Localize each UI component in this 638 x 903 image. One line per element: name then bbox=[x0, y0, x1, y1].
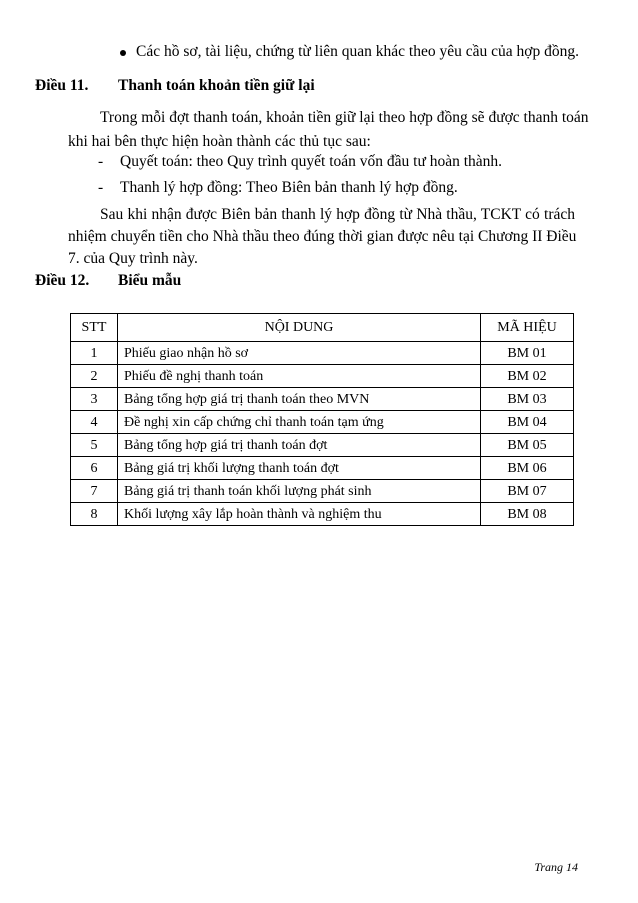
table-row bbox=[71, 388, 574, 411]
row-content: Phiếu giao nhận hồ sơ bbox=[118, 342, 481, 365]
article-11-intro-line-1: Trong mỗi đợt thanh toán, khoản tiền giữ lại theo hợp đồng sẽ được thanh toán bbox=[100, 109, 589, 126]
row-stt: 3 bbox=[71, 388, 118, 411]
header-content: NỘI DUNG bbox=[118, 314, 481, 342]
dash-item-liquidation: Thanh lý hợp đồng: Theo Biên bản thanh lý hợp đồng. bbox=[120, 179, 458, 196]
header-code: MÃ HIỆU bbox=[481, 314, 574, 342]
header-stt: STT bbox=[71, 314, 118, 342]
table-row bbox=[71, 457, 574, 480]
dash-item-settlement: Quyết toán: theo Quy trình quyết toán vốn đầu tư hoàn thành. bbox=[120, 153, 503, 170]
row-code: BM 05 bbox=[481, 434, 574, 457]
article-11-intro-line-2: khi hai bên thực hiện hoàn thành các thủ tục sau: bbox=[68, 133, 371, 150]
table-row bbox=[71, 365, 574, 388]
row-code: BM 07 bbox=[481, 480, 574, 503]
row-code: BM 06 bbox=[481, 457, 574, 480]
table-header-row bbox=[71, 314, 574, 342]
dash-icon: - bbox=[98, 179, 104, 196]
article-11-para-line-3: 7. của Quy trình này. bbox=[68, 250, 198, 267]
article-11-para-line-2: nhiệm chuyển tiền cho Nhà thầu theo đúng thời gian được nêu tại Chương II Điều bbox=[68, 228, 577, 245]
table-row bbox=[71, 503, 574, 526]
article-12-number: Điều 12. bbox=[35, 272, 90, 289]
row-code: BM 01 bbox=[481, 342, 574, 365]
row-code: BM 02 bbox=[481, 365, 574, 388]
row-content: Bảng giá trị khối lượng thanh toán đợt bbox=[118, 457, 481, 480]
row-content: Đề nghị xin cấp chứng chỉ thanh toán tạm ứng bbox=[118, 411, 481, 434]
article-11-title: Thanh toán khoản tiền giữ lại bbox=[118, 77, 315, 94]
table-row bbox=[71, 411, 574, 434]
table-row bbox=[71, 480, 574, 503]
page-number: Trang 14 bbox=[534, 860, 578, 874]
row-content: Bảng tổng hợp giá trị thanh toán theo MVN bbox=[118, 388, 481, 411]
row-stt: 2 bbox=[71, 365, 118, 388]
row-content: Khối lượng xây lắp hoàn thành và nghiệm thu bbox=[118, 503, 481, 526]
row-code: BM 04 bbox=[481, 411, 574, 434]
bullet-item-text: Các hồ sơ, tài liệu, chứng từ liên quan khác theo yêu cầu của hợp đồng. bbox=[136, 43, 579, 60]
article-11-para-line-1: Sau khi nhận được Biên bản thanh lý hợp đồng từ Nhà thầu, TCKT có trách bbox=[100, 206, 575, 223]
row-content: Bảng tổng hợp giá trị thanh toán đợt bbox=[118, 434, 481, 457]
row-stt: 7 bbox=[71, 480, 118, 503]
row-stt: 8 bbox=[71, 503, 118, 526]
row-code: BM 08 bbox=[481, 503, 574, 526]
row-stt: 1 bbox=[71, 342, 118, 365]
article-11-number: Điều 11. bbox=[35, 77, 89, 94]
row-content: Bảng giá trị thanh toán khối lượng phát sinh bbox=[118, 480, 481, 503]
bullet-icon bbox=[120, 50, 126, 56]
dash-icon: - bbox=[98, 153, 104, 170]
row-content: Phiếu đề nghị thanh toán bbox=[118, 365, 481, 388]
forms-table bbox=[70, 313, 574, 526]
table-row bbox=[71, 434, 574, 457]
row-code: BM 03 bbox=[481, 388, 574, 411]
article-12-title: Biểu mẫu bbox=[118, 272, 182, 289]
row-stt: 4 bbox=[71, 411, 118, 434]
row-stt: 6 bbox=[71, 457, 118, 480]
row-stt: 5 bbox=[71, 434, 118, 457]
table-row bbox=[71, 342, 574, 365]
